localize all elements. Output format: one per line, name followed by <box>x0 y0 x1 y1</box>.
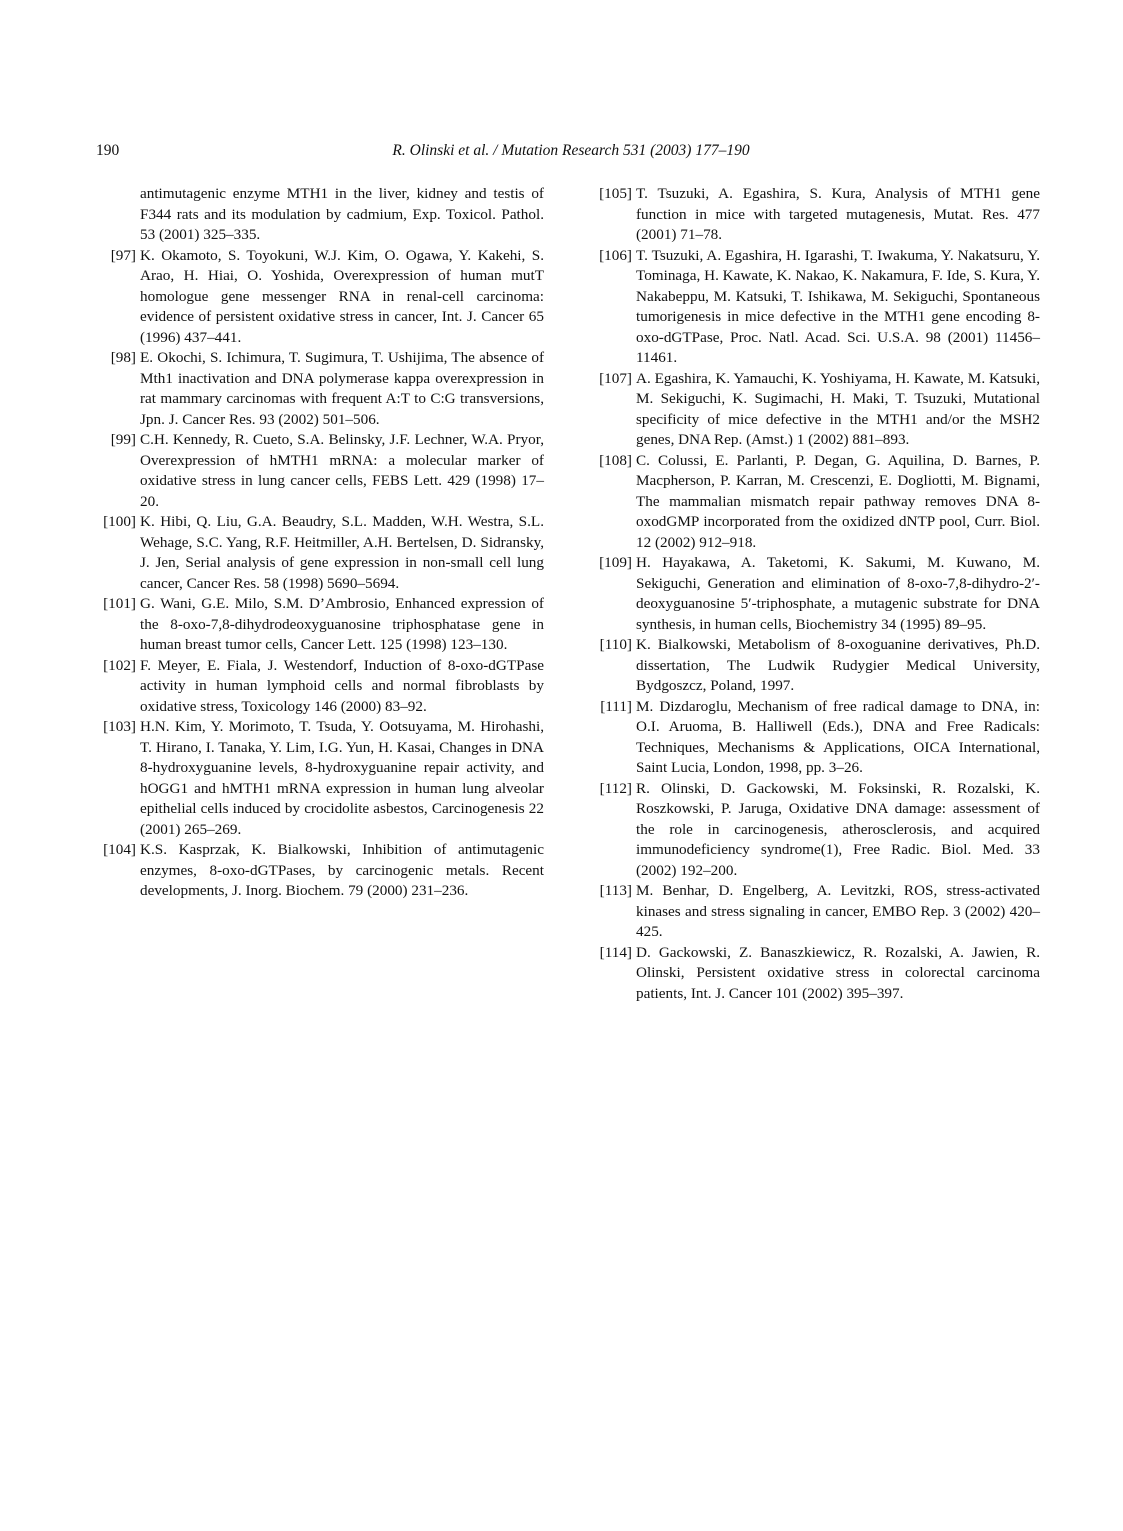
reference-entry <box>96 656 544 718</box>
reference-text: A. Egashira, K. Yamauchi, K. Yoshiyama, H. Kawate, M. Katsuki, M. Sekiguchi, K. Sugimachi, H. Maki, T. Tsuzuki, Mutational specificity of mice defective in the MTH1 and/or the MSH2 genes, DNA Rep. (Amst.) 1 (2002) 881–893. <box>636 369 1040 448</box>
reference-entry <box>96 246 544 349</box>
reference-number: [105] <box>599 185 632 202</box>
reference-number: [110] <box>599 636 632 653</box>
reference-number: [114] <box>599 943 632 961</box>
reference-entry <box>96 717 544 840</box>
reference-number: [107] <box>599 369 632 387</box>
reference-text: R. Olinski, D. Gackowski, M. Foksinski, R. Rozalski, K. Roszkowski, P. Jaruga, Oxidative DNA damage: assessment of the role in carcinogenesis, atherosclerosis, and acquired immunodeficiency syndrome(1), Free Radic. Biol. Med. 33 (2002) 192–200. <box>636 779 1040 879</box>
reference-number: [98] <box>110 349 136 366</box>
reference-entry <box>592 943 1040 1005</box>
reference-number: [100] <box>103 513 136 530</box>
reference-text: C. Colussi, E. Parlanti, P. Degan, G. Aquilina, D. Barnes, P. Macpherson, P. Karran, M. Crescenzi, E. Dogliotti, M. Bignami, The mammalian mismatch repair pathway removes DNA 8-oxodGMP incorporated from the oxidized dNTP pool, Curr. Biol. 12 (2002) 912–918. <box>636 451 1040 551</box>
reference-text: M. Benhar, D. Engelberg, A. Levitzki, ROS, stress-activated kinases and stress signaling in cancer, EMBO Rep. 3 (2002) 420–425. <box>636 882 1040 940</box>
reference-entry <box>96 594 544 656</box>
reference-text: K.S. Kasprzak, K. Bialkowski, Inhibition of antimutagenic enzymes, 8-oxo-dGTPases, by carcinogenic metals. Recent developments, J. Inorg. Biochem. 79 (2000) 231–236. <box>140 841 544 899</box>
reference-entry <box>96 840 544 902</box>
reference-number: [101] <box>103 595 136 612</box>
reference-text: K. Hibi, Q. Liu, G.A. Beaudry, S.L. Madden, W.H. Westra, S.L. Wehage, S.C. Yang, R.F. Heitmiller, A.H. Bertelsen, D. Sidransky, J. Jen, Serial analysis of gene expression in non-small cell lung cancer, Cancer Res. 58 (1998) 5690–5694. <box>140 513 544 592</box>
reference-text: G. Wani, G.E. Milo, S.M. D’Ambrosio, Enhanced expression of the 8-oxo-7,8-dihydrodeoxyguanosine triphosphatase gene in human breast tumor cells, Cancer Lett. 125 (1998) 123–130. <box>140 595 544 653</box>
reference-column-right <box>592 184 1040 1004</box>
reference-number: [103] <box>103 718 136 735</box>
reference-text: M. Dizdaroglu, Mechanism of free radical damage to DNA, in: O.I. Aruoma, B. Halliwell (Eds.), DNA and Free Radicals: Techniques, Mechanisms & Applications, OICA International, Saint Lucia, London, 1998, pp. 3–26. <box>636 697 1040 776</box>
reference-entry <box>96 430 544 512</box>
reference-text: H.N. Kim, Y. Morimoto, T. Tsuda, Y. Ootsuyama, M. Hirohashi, T. Hirano, I. Tanaka, Y. Lim, I.G. Yun, H. Kasai, Changes in DNA 8-hydroxyguanine levels, 8-hydroxyguanine repair activity, and hOGG1 and hMTH1 mRNA expression in human lung alveolar epithelial cells induced by crocidolite asbestos, Carcinogenesis 22 (2001) 265–269. <box>140 718 544 838</box>
reference-number: [99] <box>110 431 136 448</box>
reference-number: [111] <box>600 697 632 715</box>
reference-entry <box>592 697 1040 779</box>
reference-entry <box>592 184 1040 246</box>
reference-text: K. Okamoto, S. Toyokuni, W.J. Kim, O. Ogawa, Y. Kakehi, S. Arao, H. Hiai, O. Yoshida, Overexpression of human mutT homologue gene messenger RNA in renal-cell carcinoma: evidence of persistent oxidative stress in cancer, Int. J. Cancer 65 (1996) 437–441. <box>140 246 544 346</box>
reference-entry <box>96 348 544 430</box>
reference-entry <box>592 553 1040 635</box>
reference-text: C.H. Kennedy, R. Cueto, S.A. Belinsky, J.F. Lechner, W.A. Pryor, Overexpression of hMTH1 mRNA: a molecular marker of oxidative stress in lung cancer cells, FEBS Lett. 429 (1998) 17–20. <box>140 431 544 510</box>
reference-entry <box>592 635 1040 697</box>
reference-text: E. Okochi, S. Ichimura, T. Sugimura, T. Ushijima, The absence of Mth1 inactivation and DNA polymerase kappa overexpression in rat mammary carcinomas with frequent A:T to C:G transversions, Jpn. J. Cancer Res. 93 (2002) 501–506. <box>140 349 544 428</box>
reference-entry <box>96 512 544 594</box>
reference-entry <box>592 369 1040 451</box>
reference-number: [113] <box>599 882 632 899</box>
reference-number: [102] <box>103 656 136 674</box>
journal-citation: R. Olinski et al. / Mutation Research 531 (2003) 177–190 <box>392 142 750 159</box>
reference-column-left <box>96 184 544 902</box>
reference-entry <box>592 881 1040 943</box>
reference-text: antimutagenic enzyme MTH1 in the liver, kidney and testis of F344 rats and its modulation by cadmium, Exp. Toxicol. Pathol. 53 (2001) 325–335. <box>140 185 544 243</box>
reference-text: D. Gackowski, Z. Banaszkiewicz, R. Rozalski, A. Jawien, R. Olinski, Persistent oxidative stress in colorectal carcinoma patients, Int. J. Cancer 101 (2002) 395–397. <box>636 943 1040 1002</box>
reference-text: K. Bialkowski, Metabolism of 8-oxoguanine derivatives, Ph.D. dissertation, The Ludwik Rudygier Medical University, Bydgoszcz, Poland, 1997. <box>636 636 1040 694</box>
reference-number: [104] <box>103 841 136 858</box>
running-head <box>96 142 1046 162</box>
page-number: 190 <box>96 142 120 159</box>
reference-entry <box>96 184 544 246</box>
reference-number: [106] <box>599 246 632 264</box>
reference-entry <box>592 451 1040 554</box>
reference-number: [112] <box>599 779 632 797</box>
reference-text: H. Hayakawa, A. Taketomi, K. Sakumi, M. Kuwano, M. Sekiguchi, Generation and elimination of 8-oxo-7,8-dihydro-2′-deoxyguanosine 5′-triphosphate, a mutagenic substrate for DNA synthesis, in human cells, Biochemistry 34 (1995) 89–95. <box>636 554 1040 633</box>
reference-number: [97] <box>110 246 136 264</box>
reference-entry <box>592 246 1040 369</box>
reference-number: [109] <box>599 554 632 571</box>
reference-number: [108] <box>599 451 632 469</box>
reference-text: F. Meyer, E. Fiala, J. Westendorf, Induction of 8-oxo-dGTPase activity in human lymphoid cells and normal fibroblasts by oxidative stress, Toxicology 146 (2000) 83–92. <box>140 656 544 715</box>
reference-text: T. Tsuzuki, A. Egashira, H. Igarashi, T. Iwakuma, Y. Nakatsuru, Y. Tominaga, H. Kawate, K. Nakao, K. Nakamura, F. Ide, S. Kura, Y. Nakabeppu, M. Katsuki, T. Ishikawa, M. Sekiguchi, Spontaneous tumorigenesis in mice defective in the MTH1 gene encoding 8-oxo-dGTPase, Proc. Natl. Acad. Sci. U.S.A. 98 (2001) 11456–11461. <box>636 246 1040 366</box>
reference-entry <box>592 779 1040 882</box>
reference-text: T. Tsuzuki, A. Egashira, S. Kura, Analysis of MTH1 gene function in mice with targeted mutagenesis, Mutat. Res. 477 (2001) 71–78. <box>636 185 1040 243</box>
